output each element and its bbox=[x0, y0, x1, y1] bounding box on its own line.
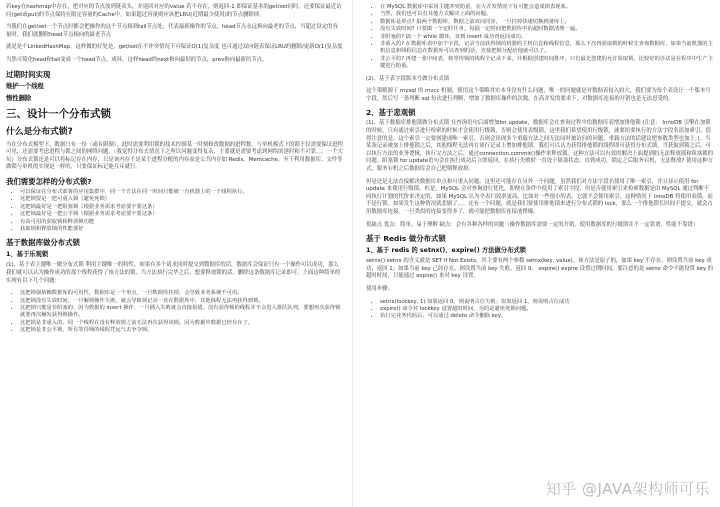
paragraph: 当在分布式模型下，数据只有一份（或有限制），此时需要利用锁的技术控制某一时刻修改数据的进程数。与单机模式下的锁不仅需要保证进程可见，还需要考虑进程与锁之间的网络问题。（我觉得分布式情况下之所以问题变得复杂，主要就是需要考虑到网络的延时和不可靠。。。一个大坑）分布式锁还是可以将标记存在内存，只是该内存不是某个进程分配的内存而是公共内存如 Redis、Memcache。至于利用数据库、文件等做锁与单机的实现是一样的，只要保证标记能互斥就行。 bbox=[6, 141, 343, 171]
paragraph: 就是是个LinkedHashMap。这样做的好处是，get/set在不冲突情况下可保证O(1)复杂度 也可通过双向链表保证LRU的删除/更新O(1)复杂度 bbox=[6, 44, 343, 51]
list-item: • 执行完业务代码后，可以通过 delete 命令删除 key。 bbox=[380, 313, 714, 320]
heading-optimistic-lock: 1、基于乐观锁 bbox=[6, 251, 49, 259]
paragraph: 当我们在get/set一个节点时都会把操作的这个节点移到tail节点处，代表最新操作的节点，head节点永远指向最老的节点，当超过设定的容量时，我们就删除head节点指向的最老节点 bbox=[6, 24, 338, 38]
list-item: • expire() 命令对 lockkey 设置超时时间，为的是避免死锁问题。 bbox=[380, 306, 714, 313]
paragraph: 若key在hashmap中存在，把对应的节点放到链表头，并返回对应的value 若不存在，则返回-1 即保证基本的get/set同时，还要保证最近访问(get或put)的节点保持在限定容量的Cache中，如果超过容量则应该把LRU(近期最少使用)的节点删除掉。 bbox=[6, 4, 342, 18]
list-item: • 数据库是单点? 搞两个数据库，数据之前双向同步，一旦挂掉快速切换到备库上。 bbox=[380, 19, 714, 26]
list-item: • 获取锁和释放锁的性能要好 bbox=[20, 226, 343, 233]
list-item: • 可以保证在分布式部署的应用集群中，同一个方法在同一时间只能被一台机器上的一个线程执行。 bbox=[20, 189, 343, 196]
paragraph: (2)、基于表字段版本号做分布式锁 bbox=[366, 75, 450, 82]
column-divider bbox=[352, 0, 353, 507]
heading-expire-implementation: 过期时间实现 bbox=[6, 69, 51, 79]
watermark-text: 知乎 @JAVA架构师可乐 bbox=[545, 480, 710, 498]
section-title-distributed-lock: 三、设计一个分布式锁 bbox=[6, 107, 111, 120]
paragraph: 优缺点 优点：简单，易于理解 缺点：会有各种各样的问题（操作数据库需要一定的开销，使用数据库的行级锁并不一定靠谱，性能不靠谱） bbox=[366, 221, 699, 228]
paragraph: (1)、基于表主键唯一做分布式锁 利用主键唯一的特性，如果有多个请求同时提交到数据库的话，数据库会保证只有一个操作可以成功，那么我们就可以认为操作成功的那个线程获得了该方法的锁，当方法执行完毕之后，想要释放锁的话，删除这条数据库记录即可。上面这种简单的实现有以下几个问题： bbox=[6, 262, 341, 284]
paragraph: 这个策略源于 mysql 的 mvcc 机制，使用这个策略其实本身没有什么问题，唯一的问题就是对数据表侵入较大，我们要为每个表设计一个版本号字段，然后写一条判断 sql 每次进行判断，增加了数据库操作的次数，在高并发的要求下，对数据库连接的开销也是无法忍受的。 bbox=[366, 88, 711, 102]
requirements-list bbox=[6, 189, 343, 233]
paragraph: setnx() setnx 的含义就是 SET if Not Exists，其主要有两个参数 setnx(key, value)。该方法是原子的，如果 key 不存在，则设置当前 key 成功，返回 1；如果当前 key 已经存在，则设置当前 key 失败，返回 0。 expire() expire 设置过期时间，要注意的是 setnx 命令不能设置 key 的超时时间，只能通过 expire() 来对 key 设置。 bbox=[366, 258, 714, 280]
list-item: • 这把锁最好是一把公平锁（根据业务需求考虑要不要这条） bbox=[20, 211, 343, 218]
list-item: • 非重入的? 在数据库表中加个字段，记录当前获得锁的机器的主机信息和线程信息，那么下次再获取锁的时候先查询数据库，如果当前机器的主机信息和线程信息在数据库可以查到的话，直接把锁分配给他就可以了。 bbox=[380, 41, 714, 56]
heading-pessimistic-lock: 2、基于悲观锁 bbox=[366, 108, 416, 118]
heading-db-lock: 基于数据库做分布式锁 bbox=[6, 238, 80, 248]
list-item: • 非公平的? 再建一张中间表，将等待锁的线程全记录下来，并根据创建时间排序，只有最先创建的允许获取锁。比较好的办法是在程序中生产主键进行防重。 bbox=[380, 56, 714, 71]
list-item: • 这把锁要是一把可重入锁（避免死锁） bbox=[20, 196, 343, 203]
solutions-list bbox=[366, 4, 714, 71]
list-item: • 这把锁最好是一把阻塞锁（根据业务需求考虑要不要这条） bbox=[20, 204, 343, 211]
paragraph: 当然可简化head和tail变成一个head节点，成环，这样head的next指向最旧的节点，prev指向最新的节点。 bbox=[6, 56, 268, 63]
list-item: • 当然，我们也可以有其他方式解决上面的问题。 bbox=[380, 11, 714, 18]
heading-redis-setnx: 1、基于 redis 的 setnx()、expire() 方法做分布式锁 bbox=[366, 247, 526, 255]
list-item: • 这把锁只能是非阻塞的，因为数据的 insert 操作，一旦插入失败就会直接报错。没有获得锁的线程并不会进入排队队列，要想再次获得锁就要再次触发获得锁操作。 bbox=[20, 305, 343, 320]
list-item: • 这把锁是非公平锁，所有等待锁的线程凭运气去争夺锁。 bbox=[20, 327, 343, 334]
paragraph: (1)、基于数据库排他锁做分布式锁 在查询语句后面增加for update，数据库会在查询过程中给数据库表增加排他锁 (注意： InnoDB 引擎在加锁的时候，只有通过索引进行检索的时候才会使用行级锁，否则会使用表级锁。这里我们希望使用行级锁，就要给要执行的方法字段名添加索引，值得注意的是，这个索引一定要创建成唯一索引，否则会出现多个重载方法之间无法同时被访问的问题。重载方法的话建议把参数类型也加上。)。当某条记录被加上排他锁之后，其他线程无法再在该行记录上增加排他锁。我们可以认为获得排他锁的线程即可获得分布式锁，当获取到锁之后，可以执行方法的业务逻辑，执行完方法之后，通过connection.commit()操作来释放锁。这种方法可以有效的解决上面提到的无法释放锁和阻塞锁的问题。阻塞锁 for update语句会在执行成功后立即返回，在执行失败时一直处于阻塞状态，直到成功。锁定之后服务宕机，无法释放? 使用这种方式，服务宕机之后数据库会自己把锁释放掉。 bbox=[366, 120, 714, 172]
heading-maintain-thread: 维护一个线程 bbox=[6, 82, 44, 90]
heading-what-we-need: 我们需要怎样的分布式锁? bbox=[6, 176, 92, 186]
list-item: • 这把锁强依赖数据库的可用性，数据库是一个单点，一旦数据库挂掉，会导致业务系统不可用。 bbox=[20, 290, 343, 297]
paragraph: 使用步骤: bbox=[366, 285, 390, 292]
heading-redis-lock: 基于 Redis 做分布式锁 bbox=[366, 234, 446, 244]
list-item: • 没有失效时间? 只要做一个定时任务，每隔一定时间把数据库中的超时数据清理一遍。 bbox=[380, 26, 714, 33]
right-column bbox=[360, 0, 720, 507]
left-column bbox=[0, 0, 349, 507]
list-item: • 这把锁没有失效时间，一旦解锁操作失败，就会导致锁记录一直在数据库中，其他线程无法再获得到锁。 bbox=[20, 298, 343, 305]
list-item: • setnx(lockkey, 1) 如果返回 0，则说明占位失败；如果返回 1，则说明占位成功 bbox=[380, 299, 714, 306]
watermark bbox=[546, 478, 710, 499]
db-issues-list bbox=[6, 290, 343, 334]
paragraph: 但是还是无法直接解决数据库单点和可重入问题。这里还可能存在另外一个问题，虽然我们对方法字段名使用了唯一索引，并且显示使用 for update 来使用行级锁。但是，MySQL 会对查询进行优化，即便在条件中使用了索引字段，但是否使用索引来检索数据是由 MySQL 通过判断不同执行计划的代价来决定的，如果 MySQL 认为全表扫效率更高，比如对一些很小的表，它就不会使用索引，这种情况下 InnoDB 将使用表锁，而不是行锁。如果发生这种情况就悲剧了。。。还有一个问题，就是我们要使用排他锁来进行分布式锁的 lock，那么一个排他锁长时间不提交，就会占用数据库连接。一旦类似的连接变得多了，就可能把数据库连接池撑爆。 bbox=[366, 178, 713, 215]
list-item: • 非阻塞的? 搞一个 while 循环，直到 insert 成功再返回成功。 bbox=[380, 34, 714, 41]
list-item: • 在 MySQL 数据库中采用主键冲突防重，在大并发情况下有可能会造成锁表现象。 bbox=[380, 4, 714, 11]
heading-lazy-delete: 惰性删除 bbox=[6, 94, 32, 102]
steps-list bbox=[366, 299, 714, 321]
list-item: • 有高可用的获取锁和释放锁功能 bbox=[20, 219, 343, 226]
list-item: • 这把锁是非重入的，同一个线程在没有释放锁之前无法再次获得该锁。因为数据中数据已经存在了。 bbox=[20, 320, 343, 327]
heading-what-is-lock: 什么是分布式锁? bbox=[6, 126, 73, 137]
